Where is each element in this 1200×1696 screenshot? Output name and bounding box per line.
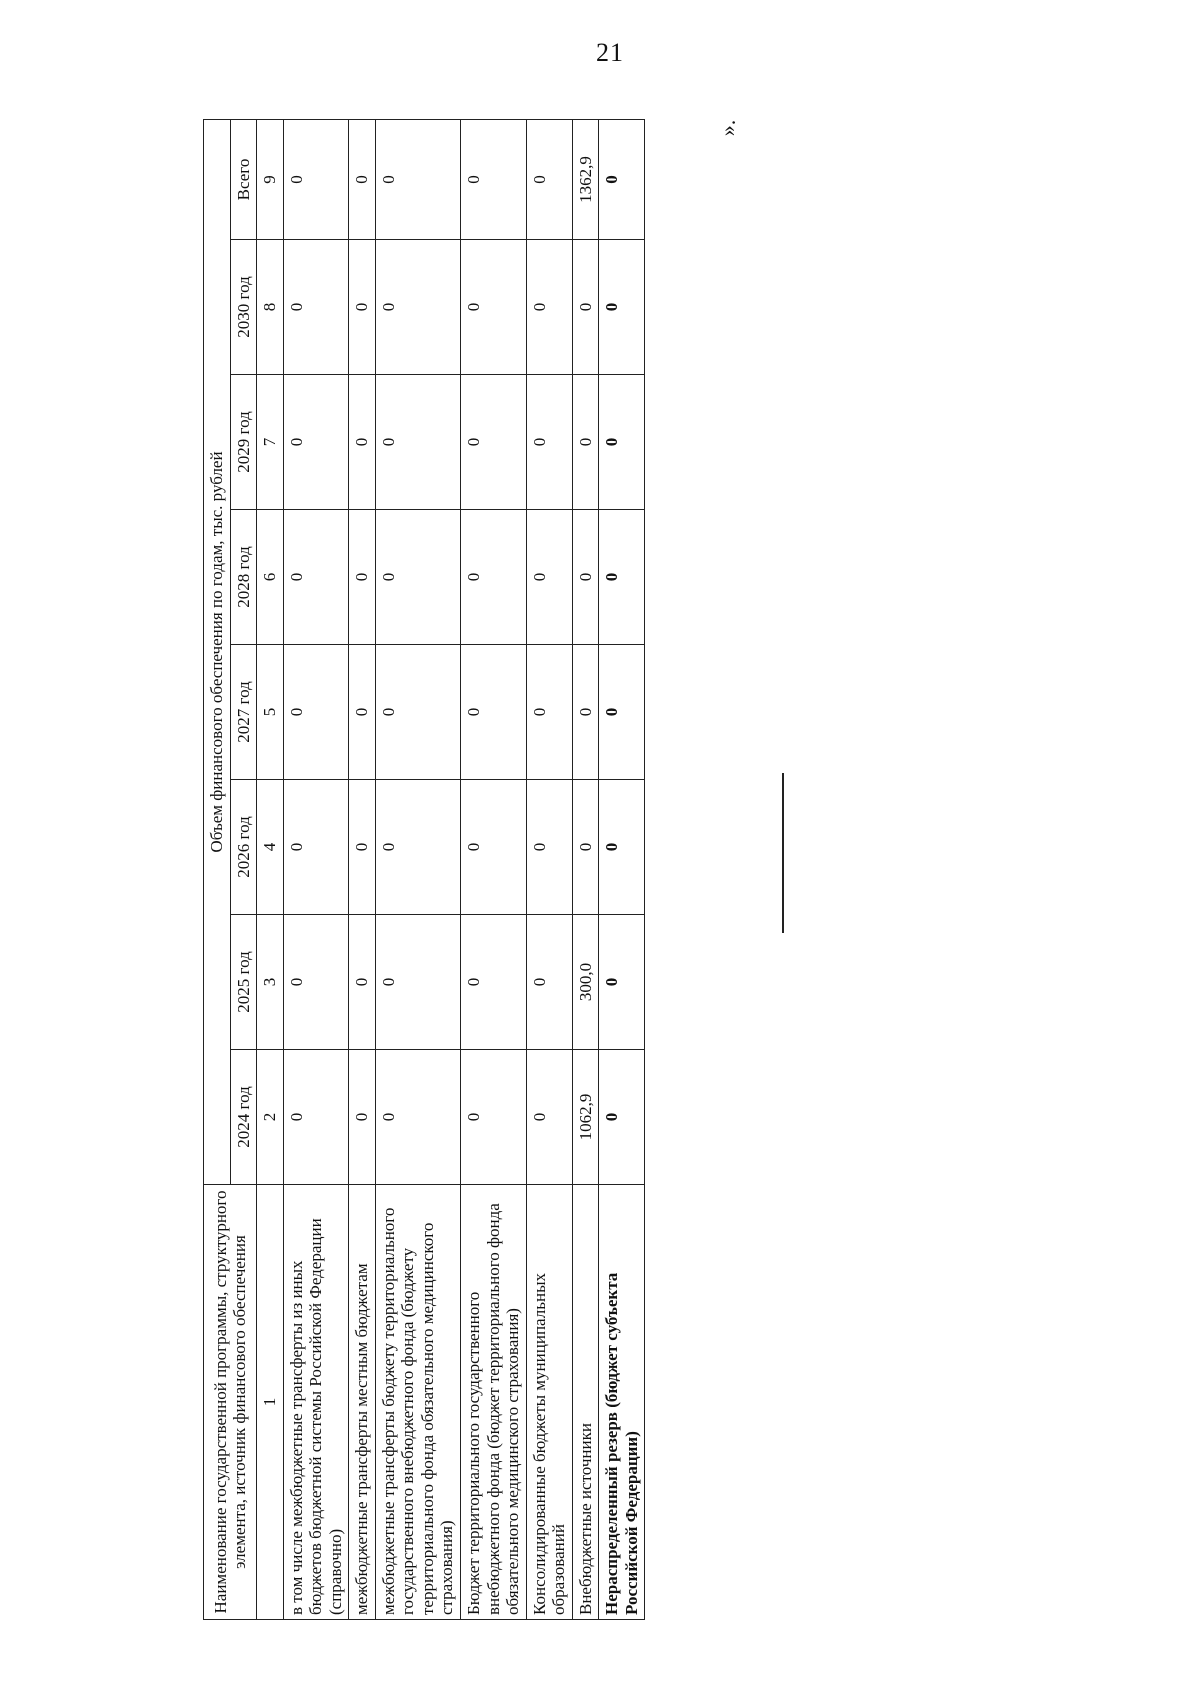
cell-value: 0	[526, 510, 572, 645]
page-number: 21	[596, 38, 624, 67]
cell-value: 0	[599, 510, 645, 645]
cell-total: 0	[349, 119, 376, 239]
column-number: 6	[257, 510, 284, 645]
row-label: межбюджетные трансферты местным бюджетам	[349, 1185, 376, 1620]
cell-value: 0	[283, 780, 349, 915]
cell-value: 0	[461, 1050, 527, 1185]
cell-value: 0	[572, 240, 599, 375]
cell-value: 0	[526, 780, 572, 915]
cell-value: 0	[283, 645, 349, 780]
column-number: 2	[257, 1050, 284, 1185]
cell-value: 0	[349, 510, 376, 645]
cell-total: 0	[283, 119, 349, 239]
row-label: межбюджетные трансферты бюджету территориального государственного внебюджетного фонда (бюджету территориального фонда обязательного медицинского страхования)	[375, 1185, 460, 1620]
section-separator-line	[782, 773, 784, 933]
cell-value: 0	[375, 510, 460, 645]
column-number: 7	[257, 375, 284, 510]
row-label: Консолидированные бюджеты муниципальных образований	[526, 1185, 572, 1620]
column-number: 4	[257, 780, 284, 915]
table-row	[461, 119, 527, 1619]
column-number: 8	[257, 240, 284, 375]
cell-value: 0	[349, 240, 376, 375]
cell-value: 0	[461, 645, 527, 780]
cell-value: 0	[599, 240, 645, 375]
column-number: 5	[257, 645, 284, 780]
column-number: 3	[257, 915, 284, 1050]
table-row	[349, 119, 376, 1619]
cell-value: 0	[349, 1050, 376, 1185]
table-row	[375, 119, 460, 1619]
cell-value: 0	[599, 645, 645, 780]
cell-value: 0	[599, 780, 645, 915]
header-year: 2027 год	[230, 645, 257, 780]
cell-value: 1062,9	[572, 1050, 599, 1185]
cell-value: 0	[283, 915, 349, 1050]
cell-value: 0	[572, 780, 599, 915]
cell-value: 0	[283, 375, 349, 510]
cell-value: 0	[283, 240, 349, 375]
cell-total: 0	[461, 119, 527, 239]
cell-value: 0	[572, 510, 599, 645]
cell-value: 0	[599, 1050, 645, 1185]
row-label: Бюджет территориального государственного внебюджетного фонда (бюджет территориального фонда обязательного медицинского страхования)	[461, 1185, 527, 1620]
cell-value: 0	[599, 915, 645, 1050]
cell-total: 0	[599, 119, 645, 239]
header-year: 2025 год	[230, 915, 257, 1050]
header-name-column: Наименование государственной программы, структурного элемента, источник финансового обеспечения	[204, 1185, 257, 1620]
table-row	[526, 119, 572, 1619]
cell-value: 0	[375, 375, 460, 510]
header-year: 2026 год	[230, 780, 257, 915]
financing-table	[203, 119, 645, 1620]
header-year: 2028 год	[230, 510, 257, 645]
cell-value: 0	[526, 1050, 572, 1185]
row-label: Нераспределенный резерв (бюджет субъекта Российской Федерации)	[599, 1185, 645, 1620]
cell-total: 1362,9	[572, 119, 599, 239]
header-year: 2029 год	[230, 375, 257, 510]
cell-value: 300,0	[572, 915, 599, 1050]
cell-value: 0	[526, 240, 572, 375]
cell-value: 0	[283, 1050, 349, 1185]
table-column-numbers-row	[257, 119, 284, 1619]
cell-total: 0	[375, 119, 460, 239]
cell-value: 0	[283, 510, 349, 645]
cell-value: 0	[375, 1050, 460, 1185]
table-row	[572, 119, 599, 1619]
cell-value: 0	[375, 240, 460, 375]
cell-value: 0	[461, 780, 527, 915]
header-financing-volume: Объем финансового обеспечения по годам, тыс. рублей	[204, 119, 231, 1184]
cell-total: 0	[526, 119, 572, 239]
cell-value: 0	[526, 645, 572, 780]
cell-value: 0	[461, 240, 527, 375]
row-label: в том числе межбюджетные трансферты из иных бюджетов бюджетной системы Российской Федерации (справочно)	[283, 1185, 349, 1620]
cell-value: 0	[461, 375, 527, 510]
cell-value: 0	[599, 375, 645, 510]
column-number: 9	[257, 119, 284, 239]
cell-value: 0	[526, 915, 572, 1050]
header-year: 2030 год	[230, 240, 257, 375]
cell-value: 0	[461, 510, 527, 645]
cell-value: 0	[349, 915, 376, 1050]
cell-value: 0	[375, 780, 460, 915]
column-number: 1	[257, 1185, 284, 1620]
cell-value: 0	[572, 375, 599, 510]
closing-quote-mark: ».	[715, 119, 740, 137]
header-total: Всего	[230, 119, 257, 239]
table-row-reserve	[599, 119, 645, 1619]
cell-value: 0	[375, 645, 460, 780]
row-label: Внебюджетные источники	[572, 1185, 599, 1620]
table-header-row-group	[204, 119, 231, 1619]
cell-value: 0	[572, 645, 599, 780]
cell-value: 0	[349, 780, 376, 915]
header-year: 2024 год	[230, 1050, 257, 1185]
table-row	[283, 119, 349, 1619]
financing-table-container	[203, 120, 645, 1620]
cell-value: 0	[526, 375, 572, 510]
cell-value: 0	[349, 375, 376, 510]
cell-value: 0	[349, 645, 376, 780]
cell-value: 0	[375, 915, 460, 1050]
cell-value: 0	[461, 915, 527, 1050]
